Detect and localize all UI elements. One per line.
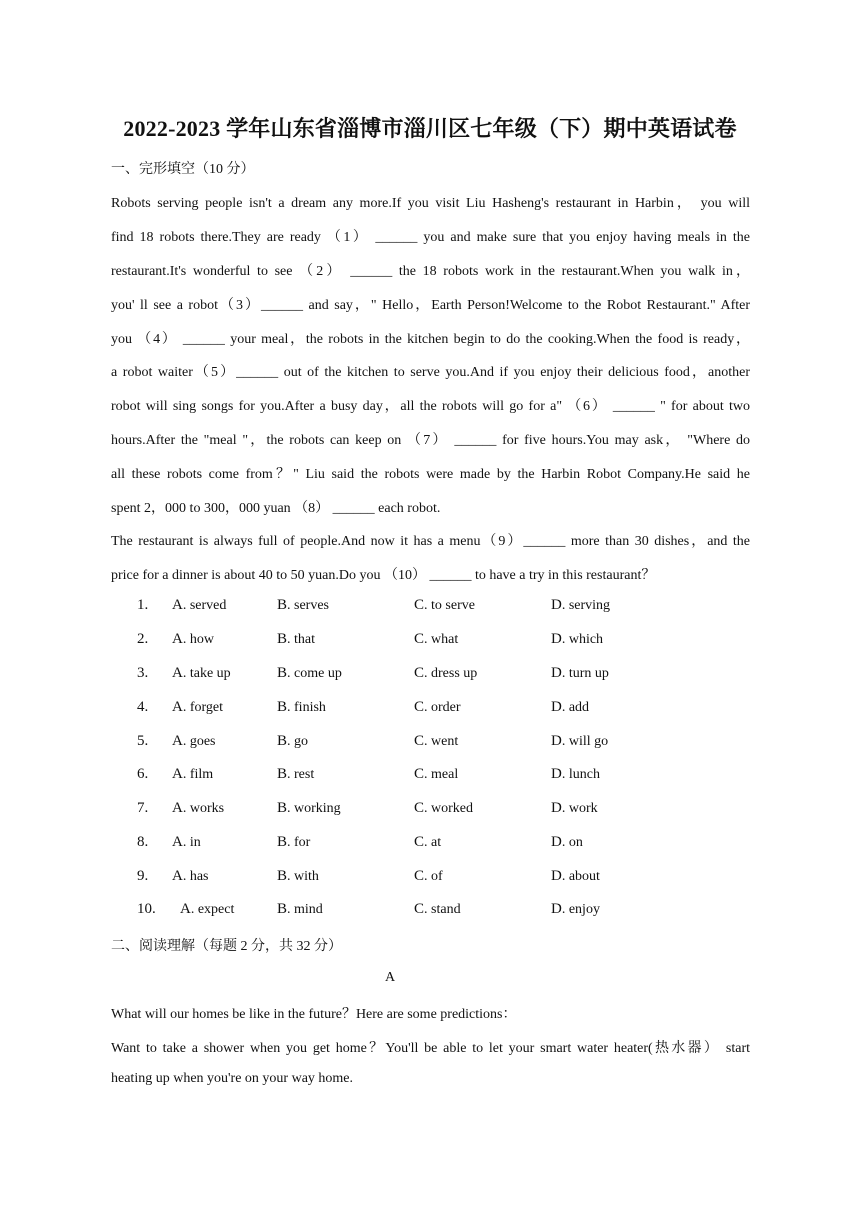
- option-b[interactable]: B. working: [277, 800, 341, 816]
- option-c[interactable]: C. what: [414, 631, 459, 647]
- question-row: [0, 868, 860, 890]
- option-c[interactable]: C. dress up: [414, 665, 478, 681]
- option-a[interactable]: A. how: [172, 631, 214, 647]
- option-b[interactable]: B. come up: [277, 665, 342, 681]
- option-b[interactable]: B. for: [277, 834, 311, 850]
- option-d[interactable]: D. will go: [551, 733, 609, 749]
- option-c[interactable]: C. went: [414, 733, 459, 749]
- passage-line: Robots serving people isn't a dream any more.If you visit Liu Hasheng's restaurant in Harbin， you will: [111, 196, 750, 211]
- option-a[interactable]: A. goes: [172, 733, 216, 749]
- option-b[interactable]: B. that: [277, 631, 316, 647]
- option-b[interactable]: B. finish: [277, 699, 326, 715]
- passage-line: find 18 robots there.They are ready （1） ______ you and make sure that you enjoy having meals in the: [111, 230, 750, 245]
- option-d[interactable]: D. enjoy: [551, 901, 600, 917]
- passage-label: A: [384, 970, 396, 985]
- question-row: [0, 766, 860, 788]
- option-a[interactable]: A. take up: [172, 665, 231, 681]
- question-number: 7.: [137, 800, 149, 816]
- question-row: [0, 699, 860, 721]
- section-heading-cloze: 一、完形填空（10 分）: [111, 162, 255, 177]
- question-number: 5.: [137, 733, 149, 749]
- option-b[interactable]: B. serves: [277, 597, 330, 613]
- option-c[interactable]: C. order: [414, 699, 461, 715]
- question-number: 4.: [137, 699, 149, 715]
- question-number: 10.: [137, 901, 156, 917]
- option-c[interactable]: C. of: [414, 868, 443, 884]
- option-a[interactable]: A. forget: [172, 699, 224, 715]
- question-number: 6.: [137, 766, 149, 782]
- option-d[interactable]: D. about: [551, 868, 600, 884]
- option-c[interactable]: C. at: [414, 834, 442, 850]
- question-row: [0, 631, 860, 653]
- option-c[interactable]: C. meal: [414, 766, 459, 782]
- option-b[interactable]: B. go: [277, 733, 309, 749]
- option-a[interactable]: A. served: [172, 597, 227, 613]
- question-row: [0, 597, 860, 619]
- exam-title: 2022-2023 学年山东省淄博市淄川区七年级（下）期中英语试卷: [123, 116, 737, 141]
- passage-line: a robot waiter（5）______ out of the kitchen to serve you.And if you enjoy their delicious food，another: [111, 365, 750, 380]
- option-a[interactable]: A. film: [172, 766, 214, 782]
- option-d[interactable]: D. work: [551, 800, 598, 816]
- option-a[interactable]: A. in: [172, 834, 201, 850]
- passage-line: restaurant.It's wonderful to see （2） ______ the 18 robots work in the restaurant.When you walk in，: [111, 264, 750, 279]
- option-c[interactable]: C. worked: [414, 800, 474, 816]
- option-a[interactable]: A. has: [172, 868, 209, 884]
- passage-line: you （4） ______ your meal，the robots in the kitchen begin to do the cooking.When the food is ready，: [111, 332, 750, 347]
- option-a[interactable]: A. works: [172, 800, 225, 816]
- passage-line: What will our homes be like in the future？Here are some predictions：: [111, 1007, 517, 1022]
- passage-line: you' ll see a robot（3）______ and say，" Hello，Earth Person!Welcome to the Robot Restaurant." After: [111, 298, 750, 313]
- option-d[interactable]: D. lunch: [551, 766, 600, 782]
- question-row: [0, 834, 860, 856]
- option-d[interactable]: D. serving: [551, 597, 611, 613]
- option-d[interactable]: D. add: [551, 699, 590, 715]
- passage-line: all these robots come from？" Liu said the robots were made by the Harbin Robot Company.He said he: [111, 467, 750, 482]
- option-b[interactable]: B. rest: [277, 766, 315, 782]
- option-a[interactable]: A. expect: [180, 901, 235, 917]
- question-row: [0, 800, 860, 822]
- question-row: [0, 665, 860, 687]
- passage-line: robot will sing songs for you.After a busy day，all the robots will go for a" （6） ______ " for about two: [111, 399, 750, 414]
- option-c[interactable]: C. to serve: [414, 597, 475, 613]
- passage-line: hours.After the "meal "，the robots can keep on （7） ______ for five hours.You may ask， "Where do: [111, 433, 750, 448]
- passage-line: heating up when you're on your way home.: [111, 1071, 354, 1086]
- option-d[interactable]: D. on: [551, 834, 583, 850]
- question-row: [0, 901, 860, 923]
- question-number: 3.: [137, 665, 149, 681]
- question-number: 1.: [137, 597, 149, 613]
- option-c[interactable]: C. stand: [414, 901, 461, 917]
- question-number: 8.: [137, 834, 149, 850]
- section-heading-reading: 二、阅读理解（每题 2 分，共 32 分）: [111, 939, 342, 954]
- question-number: 9.: [137, 868, 149, 884]
- option-d[interactable]: D. which: [551, 631, 604, 647]
- passage-line: Want to take a shower when you get home？You'll be able to let your smart water heater(热水器） start: [111, 1041, 750, 1056]
- question-number: 2.: [137, 631, 149, 647]
- option-d[interactable]: D. turn up: [551, 665, 609, 681]
- question-row: [0, 733, 860, 755]
- passage-line: spent 2，000 to 300，000 yuan （8） ______ each robot.: [111, 501, 441, 516]
- option-b[interactable]: B. mind: [277, 901, 323, 917]
- passage-line: price for a dinner is about 40 to 50 yuan.Do you （10） ______ to have a try in this restaurant？: [111, 568, 656, 583]
- option-b[interactable]: B. with: [277, 868, 319, 884]
- passage-line: The restaurant is always full of people.And now it has a menu（9）______ more than 30 dishes，and the: [111, 534, 750, 549]
